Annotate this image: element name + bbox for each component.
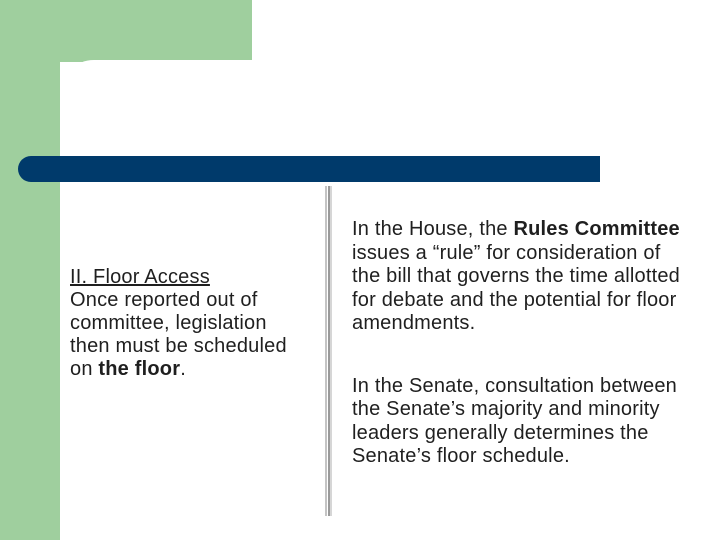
- title-bar: [18, 156, 600, 182]
- left-column-text: [70, 266, 306, 381]
- rules-committee-bold: Rules Committee: [513, 218, 680, 240]
- left-body-end: .: [180, 358, 186, 380]
- column-divider: [325, 186, 332, 516]
- right-column-text: [352, 218, 682, 469]
- section-heading: II. Floor Access: [70, 266, 210, 288]
- left-body-text: Once reported out of committee, legislation then must be scheduled on: [70, 289, 287, 380]
- senate-paragraph: In the Senate, consultation between the Senate’s majority and minority leaders generally determines the Senate’s floor schedule.: [352, 374, 678, 467]
- house-paragraph: [352, 218, 682, 336]
- house-text-start: In the House, the: [352, 218, 514, 240]
- house-text-end: issues a “rule” for consideration of the bill that governs the time allotted for debate and the potential for floor amendments.: [352, 241, 680, 334]
- left-body-bold: the floor: [98, 358, 181, 380]
- green-accent-left: [0, 0, 60, 540]
